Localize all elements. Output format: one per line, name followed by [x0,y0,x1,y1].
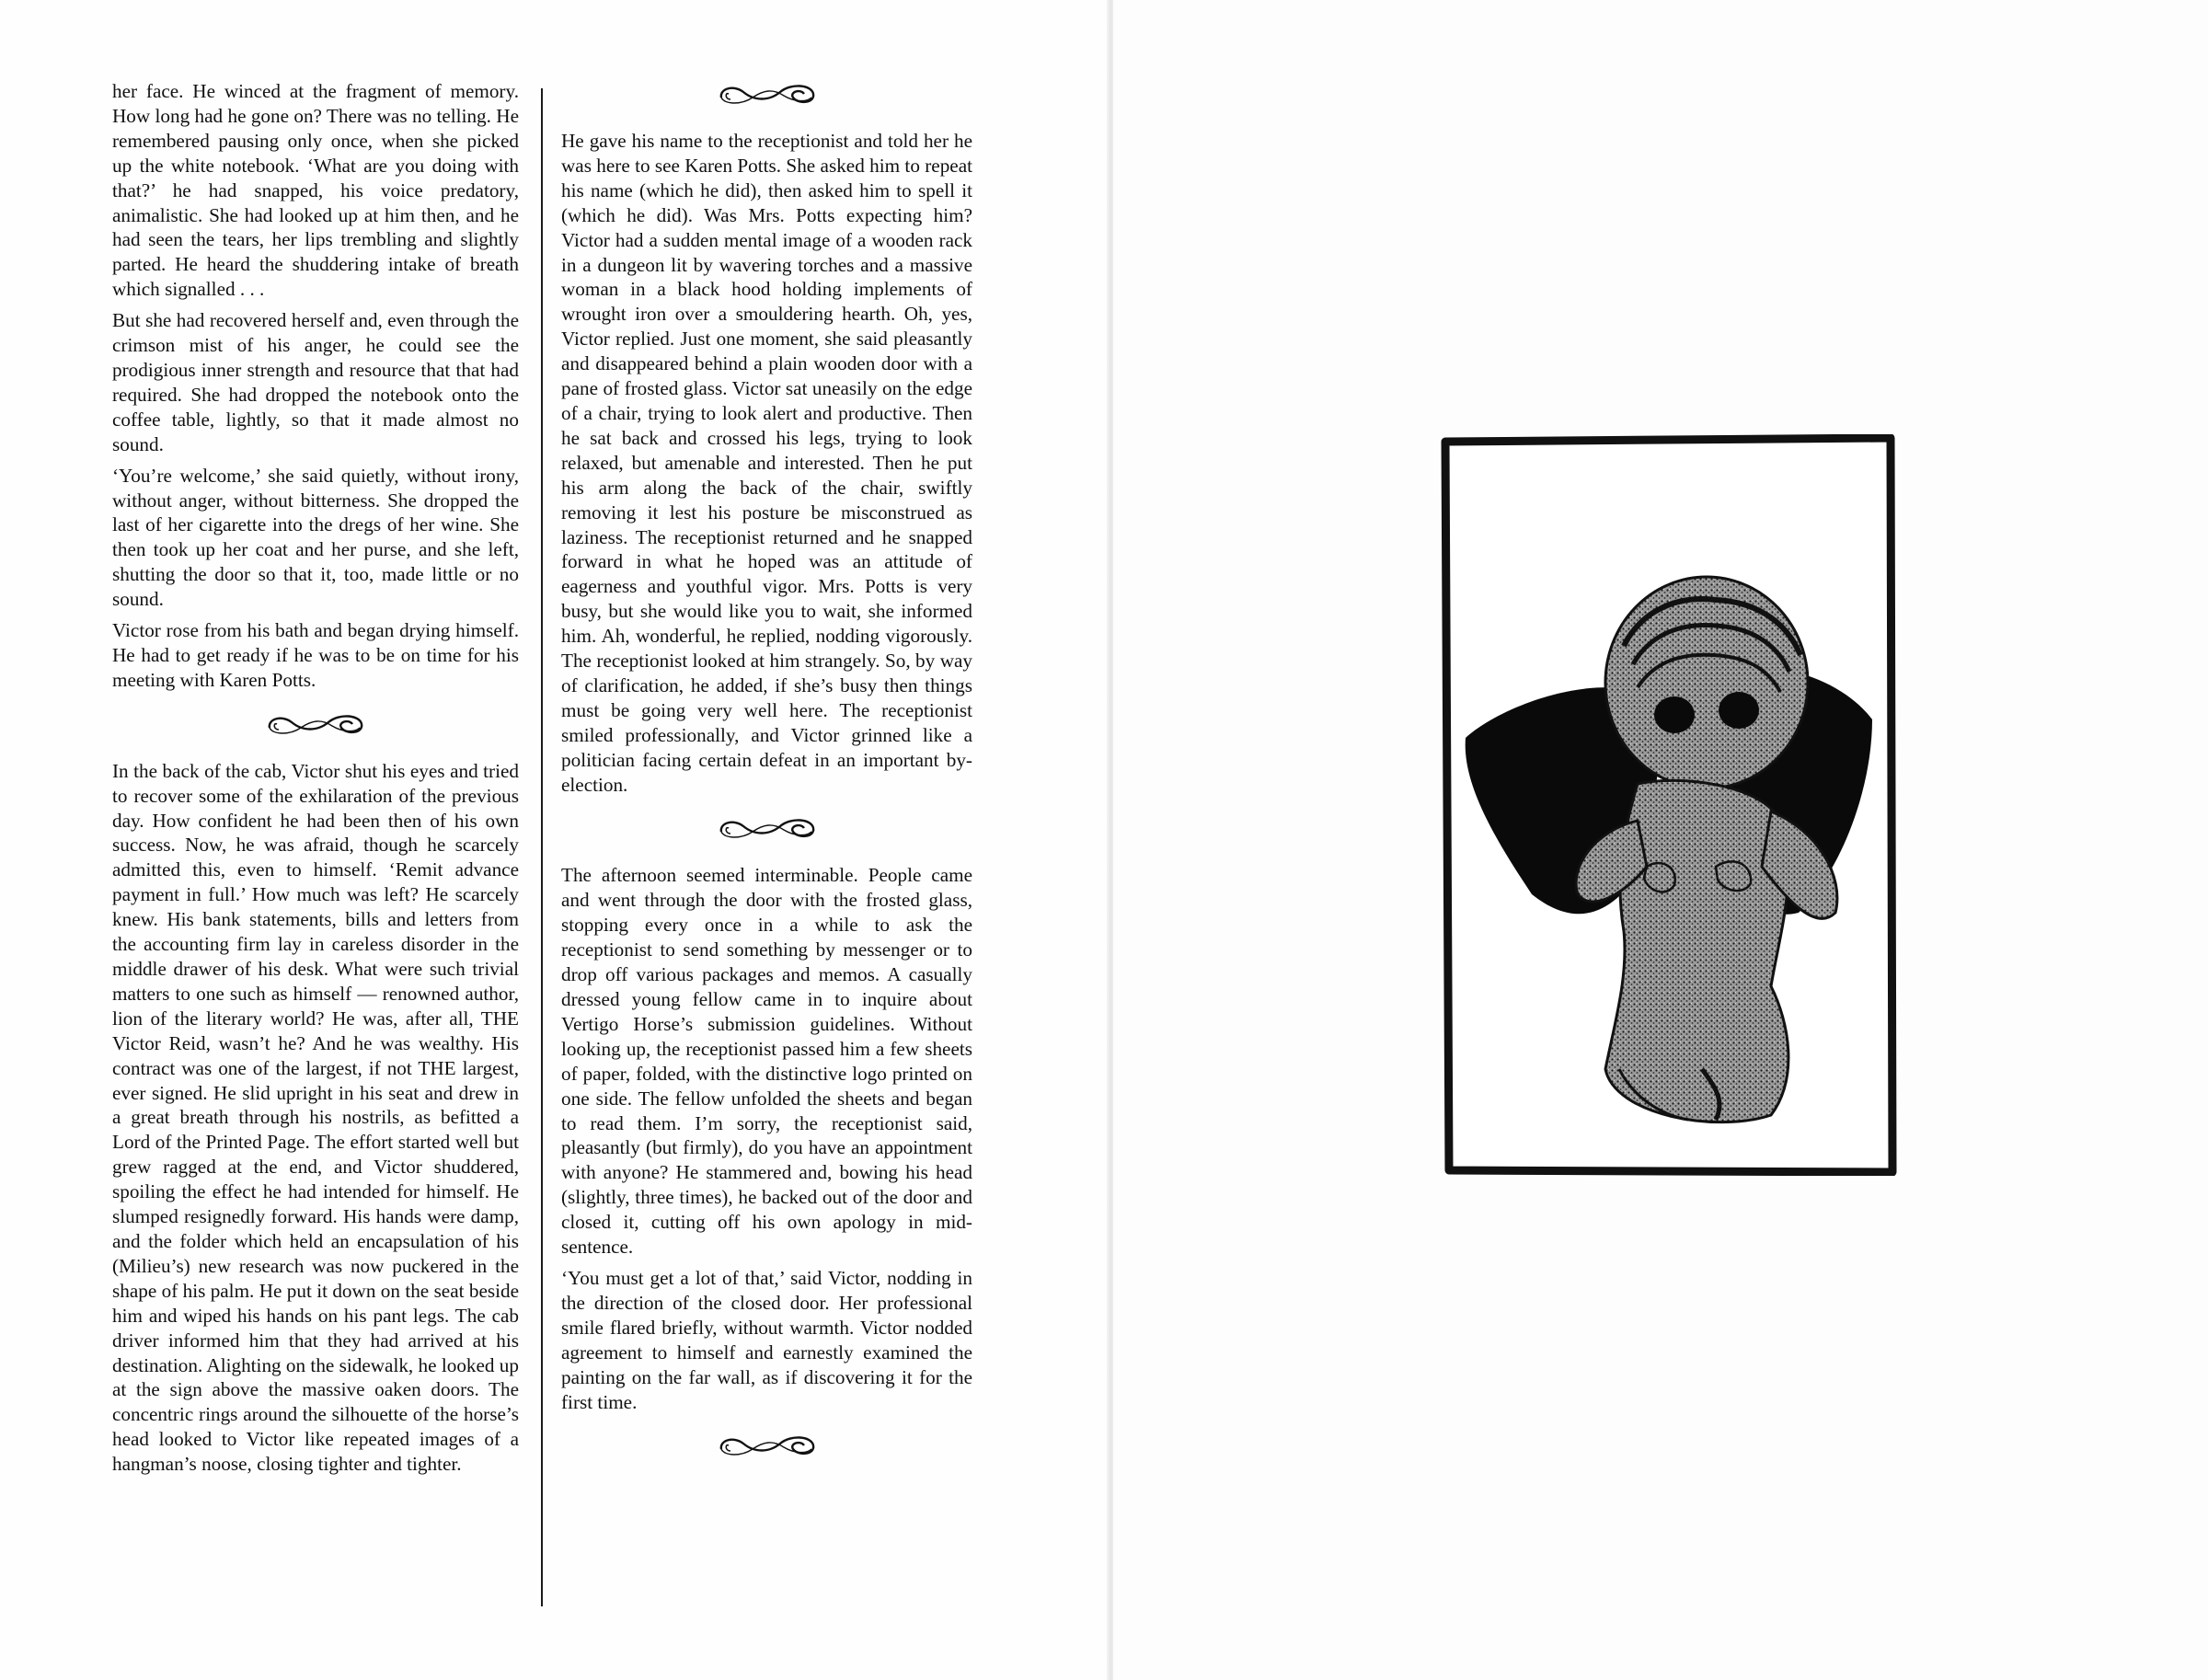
paragraph: The afternoon seemed interminable. People came and went through the door with the frosted glass, stopping every once in a while to ask the receptionist to send something by messenger or to drop off various packages and memos. A casually dressed young fellow came in to inquire about Vertigo Horse’s submission guidelines. Without looking up, the receptionist passed him a few sheets of paper, folded, with the distinctive logo printed on one side. The fellow unfolded the sheets and began to read them. I’m sorry, the receptionist said, pleasantly (but firmly), do you have an appointment with anyone? He stammered and, bowing his head (slightly, three times), he backed out of the door and closed it, cutting off his own apology in mid-sentence. [561,864,972,1259]
paragraph: Victor rose from his bath and began drying himself. He had to get ready if he was to be on time for his meeting with Karen Potts. [112,619,519,691]
cherub-illustration [1440,434,1897,1176]
paragraph: ‘You’re welcome,’ she said quietly, without irony, without anger, without bitterness. She dropped the last of her cigarette into the dregs of her wine. She then took up her coat and her purse, and she left, shutting the door so that it, too, made little or no sound. [112,464,519,611]
text-column-1 [112,79,519,1483]
paragraph: But she had recovered herself and, even through the crimson mist of his anger, he could see the prodigious inner strength and resource that that had required. She had dropped the notebook onto the coffee table, lightly, so that it made almost no sound. [112,309,519,455]
paragraph: her face. He winced at the fragment of memory. How long had he gone on? There was no telling. He remembered pausing only once, when she picked up the white notebook. ‘What are you doing with that?’ he had snapped, his voice predatory, animalistic. She had looked up at him then, and he had seen the tears, her lips trembling and slightly parted. He heard the shuddering intake of breath which signalled . . . [112,80,519,301]
paragraph: He gave his name to the receptionist and told her he was here to see Karen Potts. She asked him to repeat his name (which he did), then asked him to spell it (which he did). Was Mrs. Potts expecting him? Victor had a sudden mental image of a wooden rack in a dungeon lit by wavering torches and a massive woman in a black hood holding implements of wrought iron over a smouldering hearth. Oh, yes, Victor replied. Just one moment, she said pleasantly and disappeared behind a plain wooden door with a pane of frosted glass. Victor sat uneasily on the edge of a chair, trying to look alert and productive. Then he sat back and crossed his legs, trying to look relaxed, but amenable and interested. Then he put his arm along the back of the chair, swiftly removing it lest his posture be misconstrued as laziness. The receptionist returned and he snapped forward in what he hoped was an attitude of eagerness and youthful vigor. Mrs. Potts is very busy, but she would like you to wait, she informed him. Ah, wonderful, he replied, nodding vigorously. The receptionist looked at him strangely. So, by way of clarification, he added, if she’s busy then things must be going very well here. The receptionist smiled professionally, and Victor grinned like a politician facing certain defeat in an important by-election. [561,130,972,796]
section-break-ornament-icon [716,79,819,109]
paragraph: ‘You must get a lot of that,’ said Victor, nodding in the direction of the closed door. Her professional smile flared briefly, without warmth. Victor nodded agreement to himself and earnestly examined the painting on the far wall, as if discovering it for the first time. [561,1266,972,1413]
right-page [1113,0,2208,1680]
cherub-eye-left [1654,696,1695,733]
cherub-eye-right [1719,692,1759,729]
column-divider [541,88,543,1606]
text-column-2 [561,79,972,1480]
paragraph: In the back of the cab, Victor shut his eyes and tried to recover some of the exhilaration of the previous day. How confident he had been then of his own success. Now, he was afraid, though he scarcely admitted this, even to himself. ‘Remit advance payment in full.’ How much was left? He scarcely knew. His bank statements, bills and letters from the accounting firm lay in careless disorder in the middle drawer of his desk. What were such trivial matters to one such as himself — renowned author, lion of the literary world? He was, after all, THE Victor Reid, wasn’t he? And he was wealthy. His contract was one of the largest, if not THE largest, ever signed. He slid upright in his seat and drew in a great breath through his nostrils, as befitted a Lord of the Printed Page. The effort started well but grew ragged at the end, and Victor shuddered, spoiling the effect he had intended for himself. He slumped resignedly forward. His hands were damp, and the folder which held an encapsulation of his (Milieu’s) new research was now puckered in the shape of his palm. He put it down on the seat beside him and wiped his hands on his pant legs. The cab driver informed him that they had arrived at his destination. Alighting on the sidewalk, he looked up at the sign above the massive oaken doors. The concentric rings around the silhouette of the horse’s head looked to Victor like repeated images of a hangman’s noose, closing tighter and tighter. [112,759,519,1476]
section-break-ornament-icon [716,1431,819,1460]
section-break-ornament-icon [716,813,819,843]
section-break-ornament-icon [264,709,367,739]
cherub-head [1605,577,1808,788]
